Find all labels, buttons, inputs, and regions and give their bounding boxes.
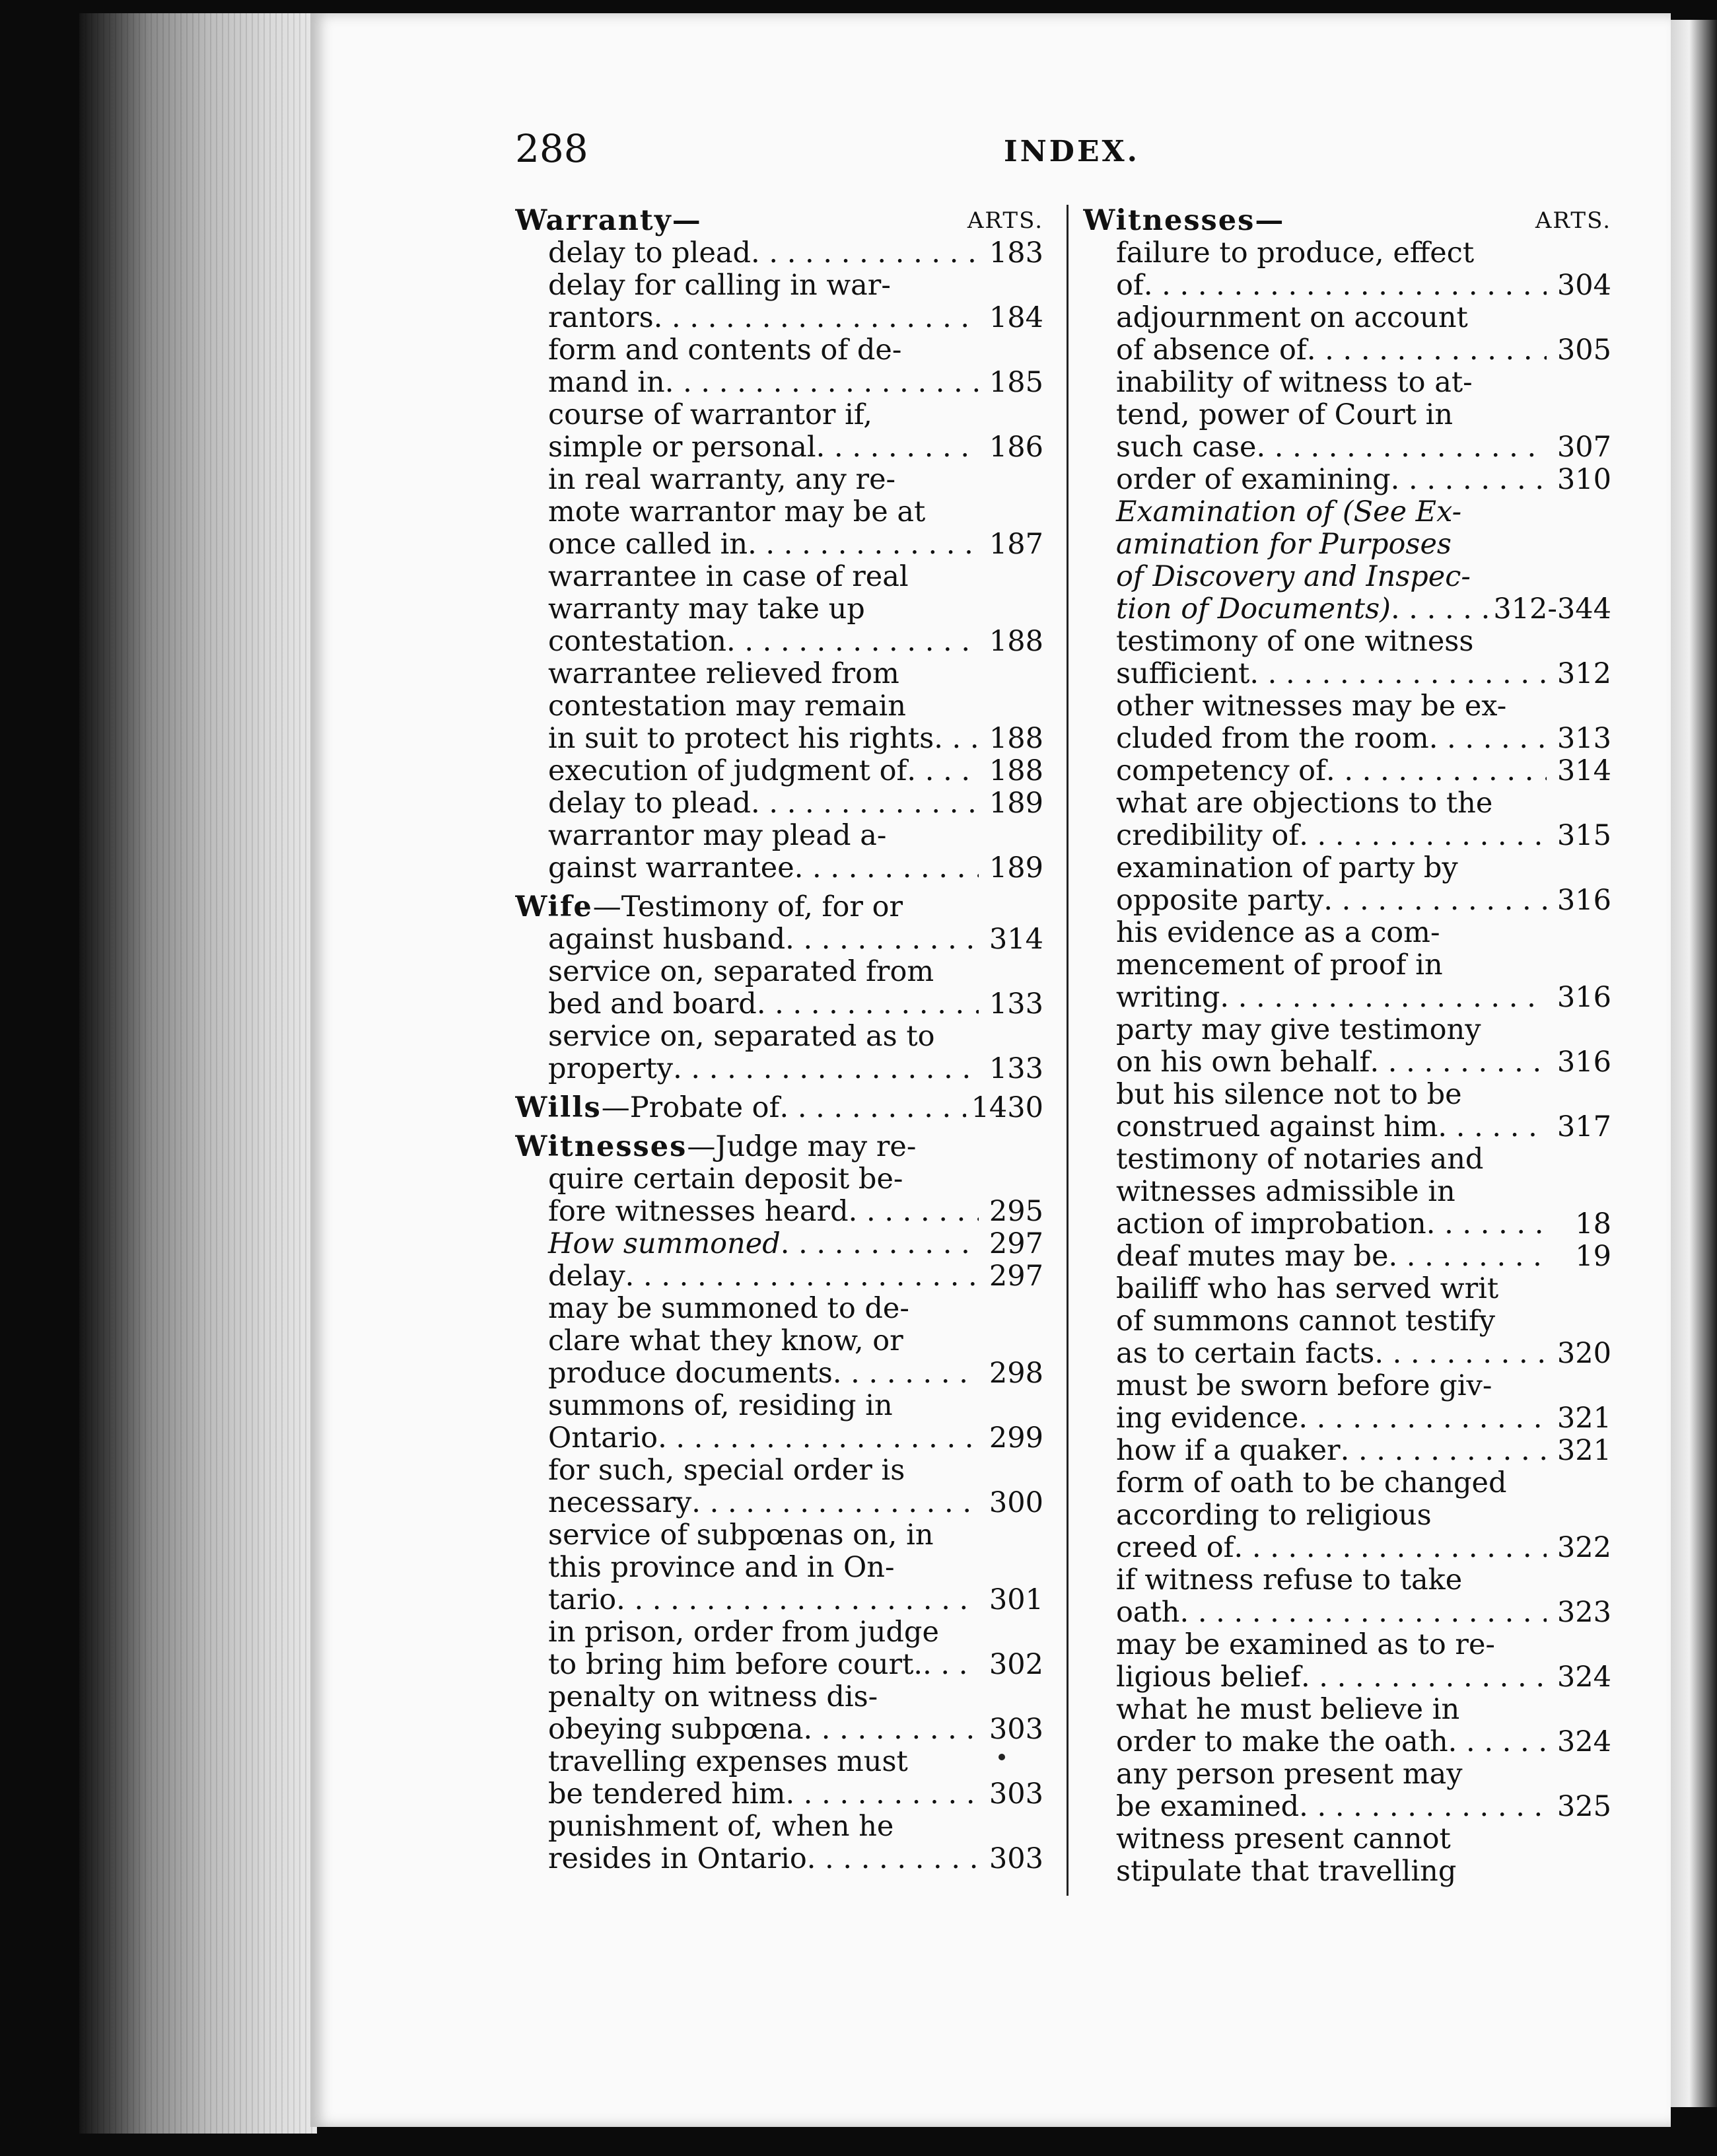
article-number: 189 — [989, 787, 1043, 820]
index-text: competency of — [1116, 755, 1326, 787]
index-line — [1083, 1111, 1611, 1143]
article-number: 303 — [989, 1713, 1043, 1746]
index-line — [515, 1649, 1043, 1681]
index-text: of absence of — [1116, 334, 1307, 367]
index-text: order of examining — [1116, 464, 1391, 496]
index-line — [1083, 723, 1611, 755]
arts-label: ARTS. — [967, 207, 1043, 234]
index-text: tario — [548, 1584, 617, 1616]
index-text: be tendered him — [548, 1778, 786, 1811]
index-line — [515, 237, 1043, 270]
index-column-left — [515, 205, 1043, 1875]
index-line: any person present may — [1116, 1758, 1463, 1791]
article-number: 315 — [1557, 820, 1611, 852]
index-line: in prison, order from judge — [548, 1616, 939, 1649]
index-line: witnesses admissible in — [1116, 1176, 1455, 1208]
article-number: 323 — [1557, 1597, 1611, 1629]
leader-dots — [748, 528, 979, 561]
article-number: 188 — [989, 723, 1043, 755]
leader-dots — [1388, 1240, 1547, 1273]
index-line: if witness refuse to take — [1116, 1564, 1463, 1597]
index-line: testimony of notaries and — [1116, 1143, 1484, 1176]
article-number: 299 — [989, 1422, 1043, 1455]
index-text: necessary — [548, 1487, 692, 1519]
index-line — [515, 626, 1043, 658]
leader-dots — [751, 237, 979, 270]
leader-dots — [781, 1228, 979, 1260]
leader-dots — [1220, 982, 1547, 1014]
leader-dots — [1299, 820, 1547, 852]
index-line — [1083, 1338, 1611, 1370]
article-number: 185 — [989, 367, 1043, 399]
index-line — [515, 1487, 1043, 1519]
index-text: delay to plead — [548, 787, 752, 820]
index-line — [1083, 982, 1611, 1014]
leader-dots — [803, 1713, 979, 1746]
page-number: 288 — [515, 126, 588, 171]
article-number: 188 — [989, 755, 1043, 787]
index-text: delay to plead — [548, 237, 752, 270]
article-number: 303 — [989, 1843, 1043, 1875]
article-number: 300 — [989, 1487, 1043, 1519]
leader-dots — [1323, 884, 1547, 917]
index-line: summons of, residing in — [548, 1390, 893, 1422]
index-line — [1083, 1661, 1611, 1694]
index-text: against husband — [548, 923, 786, 956]
page-header — [515, 126, 1572, 178]
article-number: 307 — [1557, 431, 1611, 464]
leader-dots — [1341, 1435, 1547, 1467]
leader-dots — [794, 852, 979, 884]
index-line: but his silence not to be — [1116, 1079, 1462, 1111]
index-text: execution of judgment of — [548, 755, 907, 787]
index-line — [1083, 1726, 1611, 1758]
index-line: may be summoned to de- — [548, 1293, 909, 1325]
index-line — [515, 528, 1043, 561]
index-line: what he must believe in — [1116, 1694, 1460, 1726]
index-line: stipulate that travelling — [1116, 1855, 1457, 1888]
article-number: 313 — [1557, 723, 1611, 755]
index-line: Examination of (See Ex- — [1116, 496, 1462, 528]
entry-heading: Witnesses — [515, 1131, 687, 1163]
index-text: order to make the oath — [1116, 1726, 1448, 1758]
index-line: warranty may take up — [548, 593, 865, 626]
index-line: form and contents of de- — [548, 334, 902, 367]
index-line — [515, 1196, 1043, 1228]
index-line: for such, special order is — [548, 1455, 905, 1487]
leader-dots — [1448, 1726, 1547, 1758]
index-line: warrantor may plead a- — [548, 820, 887, 852]
index-line: of Discovery and Inspec- — [1116, 561, 1471, 593]
print-speck — [999, 1754, 1005, 1760]
article-number: 320 — [1557, 1338, 1611, 1370]
index-line: mencement of proof in — [1116, 949, 1443, 982]
index-line — [1083, 593, 1611, 626]
index-line: other witnesses may be ex- — [1116, 690, 1507, 723]
article-number: 188 — [989, 626, 1043, 658]
index-line — [515, 723, 1043, 755]
index-text: writing — [1116, 982, 1220, 1014]
leader-dots — [1307, 334, 1547, 367]
index-line: of summons cannot testify — [1116, 1305, 1496, 1338]
arts-label: ARTS. — [1535, 207, 1611, 234]
entry-heading-line — [515, 205, 1043, 237]
index-line: contestation may remain — [548, 690, 906, 723]
index-line — [515, 1228, 1043, 1260]
leader-dots — [691, 1487, 979, 1519]
index-line — [515, 302, 1043, 334]
leader-dots — [726, 626, 979, 658]
index-text: gainst warrantee — [548, 852, 794, 884]
leader-dots — [1374, 1338, 1547, 1370]
index-line: punishment of, when he — [548, 1811, 894, 1843]
index-text: —Judge may re- — [687, 1131, 917, 1163]
leader-dots — [907, 755, 979, 787]
article-number: 298 — [989, 1357, 1043, 1390]
article-number: 316 — [1557, 1046, 1611, 1079]
article-number: 312 — [1557, 658, 1611, 690]
leader-dots — [1370, 1046, 1547, 1079]
entry-heading: Warranty— — [515, 205, 702, 237]
article-number: 314 — [989, 923, 1043, 956]
index-line — [1083, 755, 1611, 787]
index-line — [515, 852, 1043, 884]
leader-dots — [923, 1649, 979, 1681]
index-line: service on, separated from — [548, 956, 934, 988]
article-number: 302 — [989, 1649, 1043, 1681]
entry-heading-line — [515, 891, 1043, 923]
article-number: 189 — [989, 852, 1043, 884]
index-text: creed of — [1116, 1532, 1234, 1564]
leader-dots — [807, 1843, 979, 1875]
index-text: Ontario — [548, 1422, 658, 1455]
article-number: 295 — [989, 1196, 1043, 1228]
index-line: clare what they know, or — [548, 1325, 903, 1357]
article-number: 310 — [1557, 464, 1611, 496]
article-number: 321 — [1557, 1402, 1611, 1435]
article-number: 297 — [989, 1260, 1043, 1293]
index-line — [515, 1053, 1043, 1085]
article-number: 316 — [1557, 982, 1611, 1014]
article-number: 317 — [1557, 1111, 1611, 1143]
index-line — [515, 1778, 1043, 1811]
index-line — [1083, 1435, 1611, 1467]
article-number: 303 — [989, 1778, 1043, 1811]
index-text: How summoned — [548, 1228, 781, 1260]
index-text: ligious belief — [1116, 1661, 1301, 1694]
index-line: delay for calling in war- — [548, 270, 891, 302]
leader-dots — [1180, 1597, 1547, 1629]
index-text: resides in Ontario — [548, 1843, 807, 1875]
article-number: 325 — [1557, 1791, 1611, 1823]
index-line — [515, 431, 1043, 464]
index-line — [515, 1422, 1043, 1455]
article-number: 297 — [989, 1228, 1043, 1260]
article-number: 18 — [1575, 1208, 1611, 1240]
leader-dots — [785, 923, 979, 956]
leader-dots — [673, 1053, 979, 1085]
index-line — [1083, 1791, 1611, 1823]
leader-dots — [1256, 431, 1547, 464]
article-number: 133 — [989, 988, 1043, 1021]
index-line — [515, 1260, 1043, 1293]
index-text: action of improbation — [1116, 1208, 1426, 1240]
index-text: how if a quaker — [1116, 1435, 1341, 1467]
index-line: warrantee in case of real — [548, 561, 909, 593]
article-number: 133 — [989, 1053, 1043, 1085]
index-text: —Probate of — [601, 1092, 780, 1124]
index-text: sufficient — [1116, 658, 1250, 690]
leader-dots — [1326, 755, 1547, 787]
leader-dots — [849, 1196, 979, 1228]
index-line — [1083, 270, 1611, 302]
index-text: ing evidence — [1116, 1402, 1299, 1435]
index-text: simple or personal — [548, 431, 816, 464]
article-number: 187 — [989, 528, 1043, 561]
leader-dots — [1299, 1791, 1547, 1823]
index-line: course of warrantor if, — [548, 399, 872, 431]
entry-heading: Wills — [515, 1092, 602, 1124]
index-line — [1083, 464, 1611, 496]
book-page-edges — [79, 13, 317, 2134]
index-line — [515, 1357, 1043, 1390]
entry-heading-line — [515, 1092, 1043, 1124]
index-line: mote warrantor may be at — [548, 496, 926, 528]
article-number: 312-344 — [1493, 593, 1611, 626]
index-text: deaf mutes may be — [1116, 1240, 1389, 1273]
index-line — [1083, 1402, 1611, 1435]
index-line — [515, 988, 1043, 1021]
book-binding-edge — [1671, 20, 1717, 2107]
leader-dots — [1391, 464, 1547, 496]
entry-heading-line — [1083, 205, 1611, 237]
index-line: inability of witness to at- — [1116, 367, 1473, 399]
leader-dots — [1301, 1661, 1547, 1694]
leader-dots — [665, 367, 979, 399]
article-number: 324 — [1557, 1726, 1611, 1758]
index-line: adjournment on account — [1116, 302, 1468, 334]
index-line: penalty on witness dis- — [548, 1681, 878, 1713]
leader-dots — [1144, 270, 1547, 302]
index-line: bailiff who has served writ — [1116, 1273, 1499, 1305]
index-line: failure to produce, effect — [1116, 237, 1475, 270]
index-text: mand in — [548, 367, 665, 399]
article-number: 186 — [989, 431, 1043, 464]
index-line — [515, 1843, 1043, 1875]
leader-dots — [1429, 723, 1547, 755]
index-line — [1083, 1597, 1611, 1629]
index-line — [1083, 658, 1611, 690]
index-text: rantors — [548, 302, 654, 334]
article-number: 314 — [1557, 755, 1611, 787]
index-column-right — [1083, 205, 1611, 1888]
entry-heading-line — [515, 1131, 1043, 1163]
index-text: —Testimony of, for or — [592, 891, 903, 923]
index-line: warrantee relieved from — [548, 658, 899, 690]
leader-dots — [1438, 1111, 1547, 1143]
article-number: 183 — [989, 237, 1043, 270]
leader-dots — [785, 1778, 979, 1811]
index-line — [1083, 334, 1611, 367]
index-line — [515, 367, 1043, 399]
index-text: obeying subpœna — [548, 1713, 804, 1746]
index-text: on his own behalf — [1116, 1046, 1370, 1079]
article-number: 322 — [1557, 1532, 1611, 1564]
index-line — [1083, 884, 1611, 917]
index-text: be examined — [1116, 1791, 1300, 1823]
leader-dots — [654, 302, 979, 334]
leader-dots — [757, 988, 979, 1021]
index-line — [1083, 820, 1611, 852]
index-line: what are objections to the — [1116, 787, 1493, 820]
index-text: opposite party — [1116, 884, 1324, 917]
leader-dots — [1391, 593, 1488, 626]
article-number: 301 — [989, 1584, 1043, 1616]
index-line — [515, 1713, 1043, 1746]
index-line: amination for Purposes — [1116, 528, 1452, 561]
leader-dots — [833, 1357, 979, 1390]
article-number: 304 — [1557, 270, 1611, 302]
index-line — [1083, 431, 1611, 464]
index-text: cluded from the room — [1116, 723, 1429, 755]
index-line: in real warranty, any re- — [548, 464, 896, 496]
index-line: this province and in On- — [548, 1552, 895, 1584]
entry-heading: Wife — [515, 891, 593, 923]
index-text: tion of Documents) — [1116, 593, 1391, 626]
leader-dots — [1249, 658, 1547, 690]
running-head: INDEX. — [1004, 135, 1140, 168]
index-line: testimony of one witness — [1116, 626, 1474, 658]
index-line — [515, 755, 1043, 787]
index-line: according to religious — [1116, 1499, 1432, 1532]
article-number: 324 — [1557, 1661, 1611, 1694]
leader-dots — [625, 1260, 979, 1293]
index-line: service on, separated as to — [548, 1021, 935, 1053]
article-number: 19 — [1575, 1240, 1611, 1273]
article-number: 1430 — [971, 1092, 1043, 1124]
index-line: tend, power of Court in — [1116, 399, 1454, 431]
index-line: travelling expenses must — [548, 1746, 908, 1778]
leader-dots — [1426, 1208, 1547, 1240]
leader-dots — [751, 787, 979, 820]
index-line: form of oath to be changed — [1116, 1467, 1507, 1499]
index-text: in suit to protect his rights — [548, 723, 934, 755]
index-text: of — [1116, 270, 1144, 302]
index-text: such case — [1116, 431, 1257, 464]
index-line — [515, 1584, 1043, 1616]
index-text: as to certain facts — [1116, 1338, 1375, 1370]
leader-dots — [780, 1092, 966, 1124]
column-divider — [1067, 205, 1069, 1896]
index-line: may be examined as to re- — [1116, 1629, 1495, 1661]
index-text — [515, 1092, 780, 1124]
index-text: credibility of — [1116, 820, 1300, 852]
leader-dots — [1234, 1532, 1547, 1564]
leader-dots — [934, 723, 979, 755]
index-text: contestation — [548, 626, 726, 658]
leader-dots — [616, 1584, 979, 1616]
index-text: bed and board — [548, 988, 757, 1021]
index-line — [1083, 1046, 1611, 1079]
index-text: produce documents — [548, 1357, 833, 1390]
entry-heading: Witnesses— — [1083, 205, 1285, 237]
article-number: 305 — [1557, 334, 1611, 367]
leader-dots — [816, 431, 979, 464]
index-line: his evidence as a com- — [1116, 917, 1440, 949]
index-line — [515, 787, 1043, 820]
index-text: once called in — [548, 528, 748, 561]
article-number: 316 — [1557, 884, 1611, 917]
index-text: oath — [1116, 1597, 1180, 1629]
index-text: property — [548, 1053, 674, 1085]
index-line: must be sworn before giv- — [1116, 1370, 1492, 1402]
index-text: delay — [548, 1260, 625, 1293]
index-text: fore witnesses heard — [548, 1196, 849, 1228]
index-line — [1083, 1208, 1611, 1240]
index-line — [1083, 1240, 1611, 1273]
index-text: construed against him — [1116, 1111, 1438, 1143]
index-line — [1083, 1532, 1611, 1564]
index-text: to bring him before court. — [548, 1649, 923, 1681]
index-line: party may give testimony — [1116, 1014, 1481, 1046]
index-line: examination of party by — [1116, 852, 1458, 884]
index-line: quire certain deposit be- — [548, 1163, 903, 1196]
index-line — [515, 923, 1043, 956]
leader-dots — [658, 1422, 979, 1455]
article-number: 184 — [989, 302, 1043, 334]
index-line: witness present cannot — [1116, 1823, 1451, 1855]
article-number: 321 — [1557, 1435, 1611, 1467]
leader-dots — [1298, 1402, 1547, 1435]
index-line: service of subpœnas on, in — [548, 1519, 934, 1552]
